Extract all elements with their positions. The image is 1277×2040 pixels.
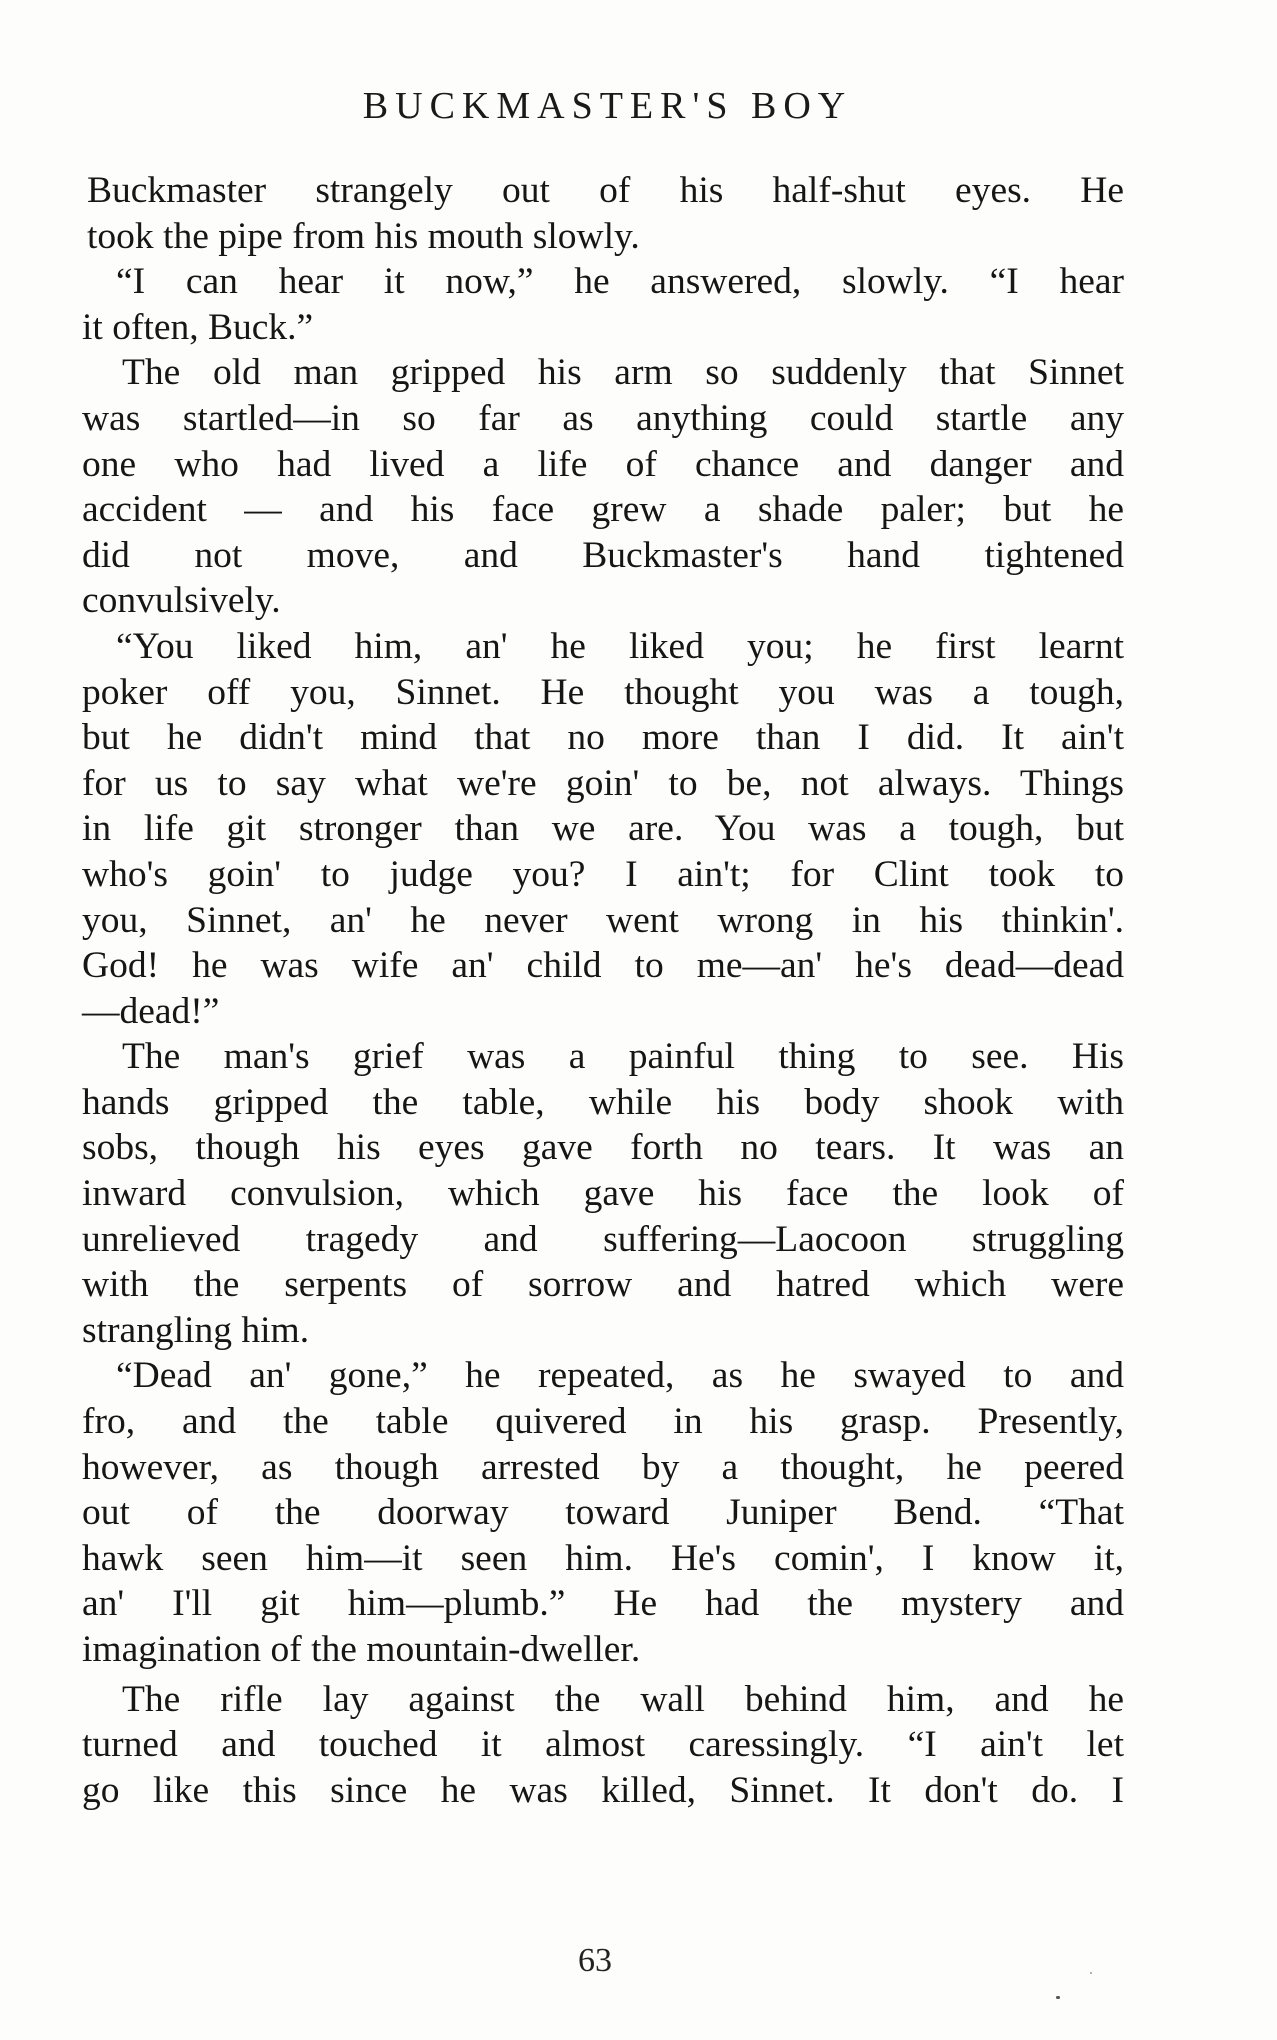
text-line: but he didn't mind that no more than I did. It ain't [82,717,1124,759]
page-number: 63 [578,1942,612,1979]
text-line: The old man gripped his arm so suddenly that Sinnet [122,352,1124,394]
paragraph [82,259,1124,350]
text-line: unrelieved tragedy and suffering—Laocoon struggling [82,1218,1124,1260]
text-line: who's goin' to judge you? I ain't; for Clint took to [82,853,1124,895]
paragraph [82,350,1124,624]
text-line: did not move, and Buckmaster's hand tightened [82,534,1124,576]
text-line: fro, and the table quivered in his grasp. Presently, [82,1401,1124,1443]
paragraph [82,168,1124,259]
paragraph [82,624,1124,1034]
text-line: sobs, though his eyes gave forth no tears. It was an [82,1127,1124,1169]
paper-speck [1056,1996,1060,1999]
text-line: with the serpents of sorrow and hatred which were [82,1264,1124,1306]
body-text [82,168,1124,1813]
text-line: in life git stronger than we are. You was a tough, but [82,808,1124,850]
text-line: was startled—in so far as anything could startle any [82,397,1124,439]
paragraph [82,1034,1124,1353]
text-line: out of the doorway toward Juniper Bend. “That [82,1492,1124,1534]
running-head: BUCKMASTER'S BOY [362,85,853,127]
paragraph [82,1353,1124,1672]
text-line: The rifle lay against the wall behind him, and he [122,1678,1124,1720]
text-line: hands gripped the table, while his body shook with [82,1081,1124,1123]
text-line: inward convulsion, which gave his face the look of [82,1173,1124,1215]
text-line: “I can hear it now,” he answered, slowly. “I hear [116,261,1124,303]
text-line: —dead!” [82,990,220,1032]
text-line: turned and touched it almost caressingly. “I ain't let [82,1724,1124,1766]
text-line: God! he was wife an' child to me—an' he's dead—dead [82,945,1124,987]
text-line: however, as though arrested by a thought, he peered [82,1446,1124,1488]
paper-speck [1090,1972,1092,1974]
text-line: for us to say what we're goin' to be, not always. Things [82,762,1124,804]
text-line: you, Sinnet, an' he never went wrong in his thinkin'. [82,899,1124,941]
text-line: convulsively. [82,580,281,622]
text-line: one who had lived a life of chance and danger and [82,443,1124,485]
text-line: Buckmaster strangely out of his half-shut eyes. He [87,170,1124,211]
text-line: poker off you, Sinnet. He thought you was a tough, [82,671,1124,713]
paragraph [82,1677,1124,1814]
text-line: accident — and his face grew a shade paler; but he [82,489,1124,531]
text-line: an' I'll git him—plumb.” He had the mystery and [82,1583,1124,1625]
text-line: imagination of the mountain-dweller. [82,1629,641,1670]
text-line: go like this since he was killed, Sinnet. It don't do. I [82,1769,1124,1811]
text-line: hawk seen him—it seen him. He's comin', I know it, [82,1537,1124,1579]
text-line: it often, Buck.” [82,306,314,348]
text-line: “You liked him, an' he liked you; he first learnt [116,625,1124,667]
text-line: strangling him. [82,1309,310,1351]
text-line: took the pipe from his mouth slowly. [87,215,640,257]
text-line: “Dead an' gone,” he repeated, as he swayed to and [116,1355,1124,1397]
text-line: The man's grief was a painful thing to see. His [122,1036,1124,1078]
